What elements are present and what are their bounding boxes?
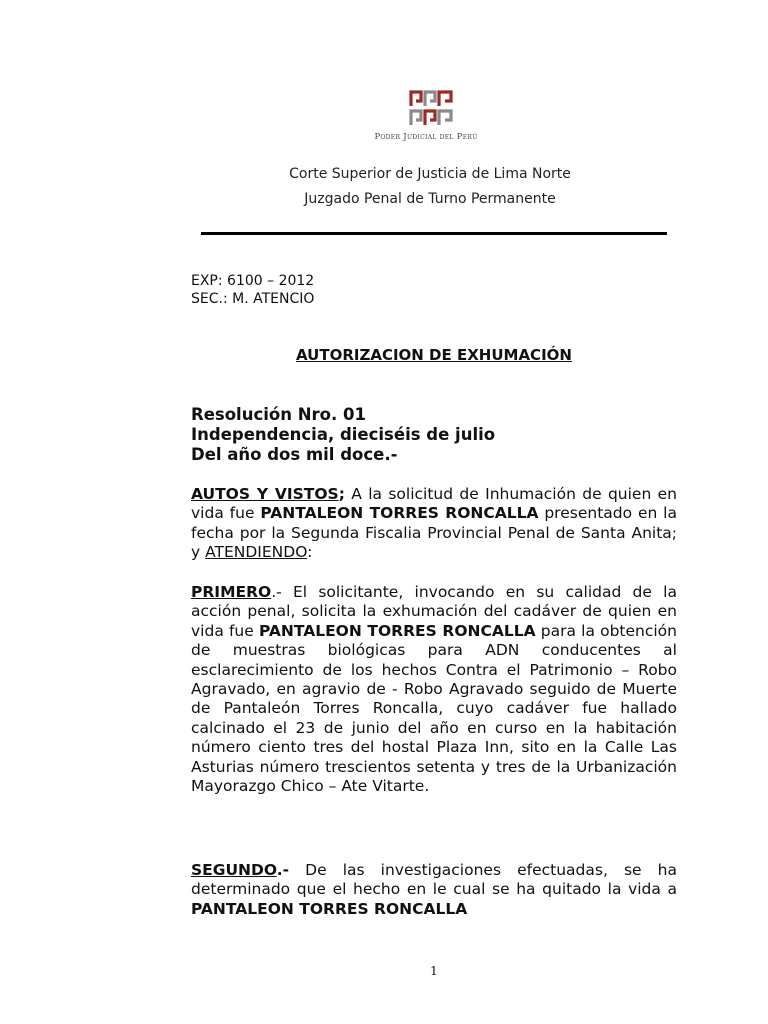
case-sec: SEC.: M. ATENCIO xyxy=(191,291,315,307)
paragraph-text: A la solicitud de Inhumación de quien en vida fue xyxy=(191,485,677,523)
paragraph-autos-y-vistos xyxy=(191,485,677,563)
logo-caption: Poder Judicial del Perú xyxy=(374,132,478,142)
atendiendo-label: ATENDIENDO xyxy=(205,543,308,562)
paragraph-text: para la obtención de muestras biológicas para ADN conducentes al esclarecimiento de los hechos Contra el Patrimonio – Robo Agravado, en agravio de - Robo Agravado seguido de Muerte de Pantaleón Torres Roncalla, cuyo cadáver fue hallado calcinado el 23 de junio del año en curso en la habitación número ciento tres del hostal Plaza Inn, sito en la Calle Las Asturias número trescientos setenta y tres de la Urbanización Mayorazgo Chico – Ate Vitarte. xyxy=(191,621,677,796)
person-name: PANTALEON TORRES RONCALLA xyxy=(258,621,536,640)
resolution-place-date: Independencia, dieciséis de julio xyxy=(191,425,496,444)
document-title: AUTORIZACION DE EXHUMACIÓN xyxy=(296,346,572,364)
paragraph-text: presentado en la fecha por la Segunda Fiscalia Provincial Penal de Santa Anita; y xyxy=(191,504,677,562)
paragraph-heading-punct: .- xyxy=(276,861,290,879)
paragraph-heading: PRIMERO xyxy=(191,583,272,601)
person-name: PANTALEON TORRES RONCALLA xyxy=(260,504,539,523)
case-info xyxy=(191,272,314,308)
paragraph-heading-punct: ; xyxy=(338,485,345,503)
paragraph-text: : xyxy=(307,543,313,562)
paragraph-heading: AUTOS Y VISTOS xyxy=(191,485,339,503)
court-name: Corte Superior de Justicia de Lima Norte xyxy=(289,166,571,182)
court-division: Juzgado Penal de Turno Permanente xyxy=(304,191,556,207)
resolution-header xyxy=(191,405,495,465)
header-divider xyxy=(201,232,667,235)
paragraph-text: De las investigaciones efectuadas, se ha determinado que el hecho en le cual se ha quitado la vida a xyxy=(191,861,677,899)
paragraph-segundo xyxy=(191,861,677,919)
resolution-year: Del año dos mil doce.- xyxy=(191,445,398,464)
judicial-logo xyxy=(346,84,506,150)
resolution-number: Resolución Nro. 01 xyxy=(191,405,366,424)
page-number: 1 xyxy=(430,964,438,978)
person-name: PANTALEON TORRES RONCALLA xyxy=(191,899,468,918)
poder-judicial-emblem-icon xyxy=(408,89,454,127)
paragraph-text: .- El solicitante, invocando en su calidad de la acción penal, solicita la exhumación del cadáver de quien en vida fue xyxy=(191,583,677,640)
paragraph-heading: SEGUNDO xyxy=(191,861,277,879)
case-exp: EXP: 6100 – 2012 xyxy=(191,273,315,289)
paragraph-primero xyxy=(191,583,677,796)
